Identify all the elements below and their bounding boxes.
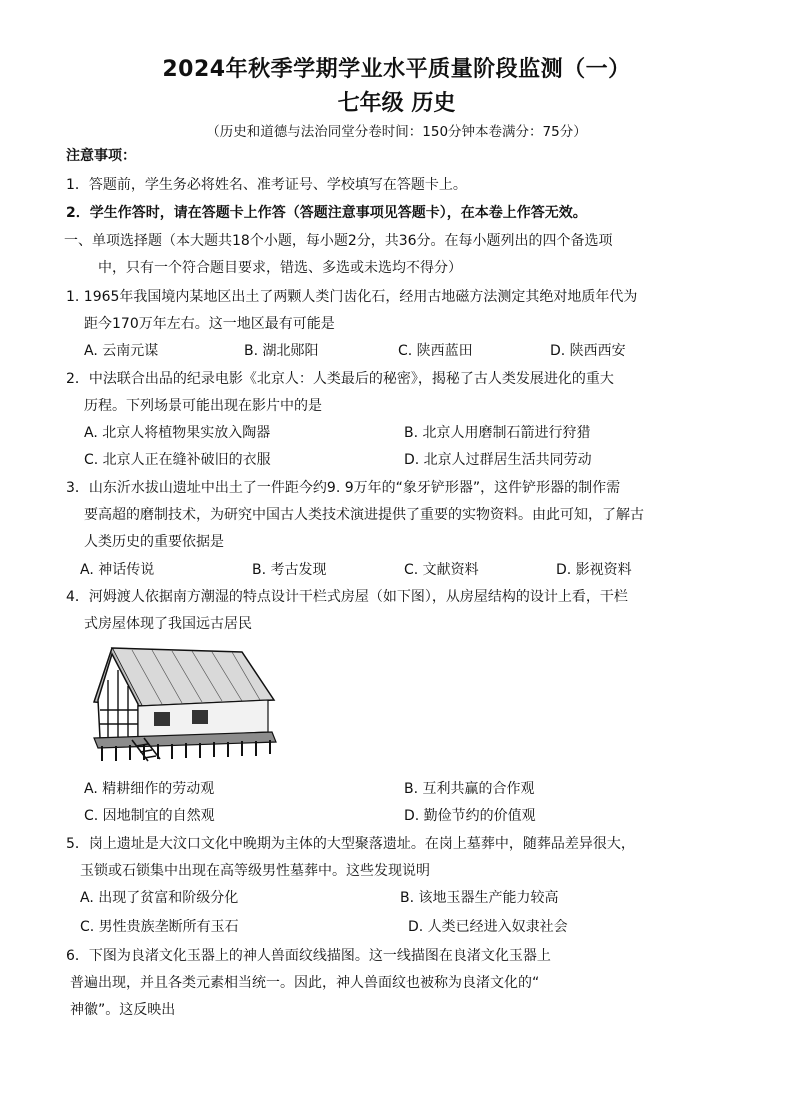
question-2-line-2: 历程。下列场景可能出现在影片中的是	[84, 398, 322, 414]
question-4-option-d: D. 勤俭节约的价值观	[404, 808, 536, 824]
exam-title: 2024年秋季学期学业水平质量阶段监测（一）	[162, 57, 631, 82]
question-3-option-a: A. 神话传说	[80, 562, 155, 578]
question-5-option-b: B. 该地玉器生产能力较高	[400, 890, 559, 906]
question-3-option-c: C. 文献资料	[404, 562, 479, 578]
question-1-line-1: 1. 1965年我国境内某地区出土了两颗人类门齿化石，经用古地磁方法测定其绝对地质年代为	[66, 289, 638, 305]
question-5-line-2: 玉锁或石锁集中出现在高等级男性墓葬中。这些发现说明	[80, 863, 430, 879]
question-2-option-d: D. 北京人过群居生活共同劳动	[404, 452, 592, 468]
notice-item-2: 2．学生作答时，请在答题卡上作答（答题注意事项见答题卡），在本卷上作答无效。	[66, 205, 587, 221]
question-2-line-1: 2．中法联合出品的纪录电影《北京人：人类最后的秘密》，揭秘了古人类发展进化的重大	[66, 371, 614, 387]
question-5-line-1: 5．岗上遗址是大汶口文化中晚期为主体的大型聚落遗址。在岗上墓葬中，随葬品差异很大，	[66, 836, 635, 852]
exam-subtitle: （历史和道德与法治同堂分卷时间：150分钟本卷满分：75分）	[206, 124, 587, 140]
question-6-line-3: 神徽”。这反映出	[70, 1002, 176, 1018]
section-heading-cont: 中，只有一个符合题目要求，错选、多选或未选均不得分）	[98, 260, 462, 276]
question-5-option-a: A. 出现了贫富和阶级分化	[80, 890, 239, 906]
question-4-option-c: C. 因地制宜的自然观	[84, 808, 215, 824]
question-3-line-3: 人类历史的重要依据是	[84, 534, 224, 550]
question-5-option-c: C. 男性贵族垄断所有玉石	[80, 919, 239, 935]
question-3-line-2: 要高超的磨制技术，为研究中国古人类技术演进提供了重要的实物资料。由此可知，了解古	[84, 507, 644, 523]
question-4-line-1: 4．河姆渡人依据南方潮湿的特点设计干栏式房屋（如下图），从房屋结构的设计上看，干栏	[66, 589, 628, 605]
section-heading: 一、单项选择题（本大题共18个小题，每小题2分，共36分。在每小题列出的四个备选项	[64, 233, 613, 249]
notice-item-1: 1．答题前，学生务必将姓名、准考证号、学校填写在答题卡上。	[66, 177, 467, 193]
question-3-option-d: D. 影视资料	[556, 562, 632, 578]
question-2-option-b: B. 北京人用磨制石箭进行狩猎	[404, 425, 591, 441]
notice-heading: 注意事项：	[66, 148, 136, 164]
question-4-line-2: 式房屋体现了我国远古居民	[84, 616, 252, 632]
question-2-option-a: A. 北京人将植物果实放入陶器	[84, 425, 271, 441]
exam-subject: 七年级 历史	[337, 91, 456, 116]
question-1-option-a: A. 云南元谋	[84, 343, 159, 359]
question-4-option-a: A. 精耕细作的劳动观	[84, 781, 215, 797]
question-2-option-c: C. 北京人正在缝补破旧的衣服	[84, 452, 271, 468]
question-4-option-b: B. 互利共赢的合作观	[404, 781, 535, 797]
stilt-house-illustration	[92, 640, 278, 762]
question-1-option-c: C. 陕西蓝田	[398, 343, 473, 359]
question-1-line-2: 距今170万年左右。这一地区最有可能是	[84, 316, 335, 332]
question-3-option-b: B. 考古发现	[252, 562, 327, 578]
question-1-option-b: B. 湖北郧阳	[244, 343, 319, 359]
question-1-option-d: D. 陕西西安	[550, 343, 626, 359]
question-3-line-1: 3．山东沂水拔山遗址中出土了一件距今约9. 9万年的“象牙铲形器”，这件铲形器的制作需	[66, 480, 621, 496]
question-6-line-1: 6．下图为良渚文化玉器上的神人兽面纹线描图。这一线描图在良渚文化玉器上	[66, 948, 551, 964]
question-6-line-2: 普遍出现，并且各类元素相当统一。因此，神人兽面纹也被称为良渚文化的“	[70, 975, 540, 991]
question-5-option-d: D. 人类已经进入奴隶社会	[408, 919, 568, 935]
